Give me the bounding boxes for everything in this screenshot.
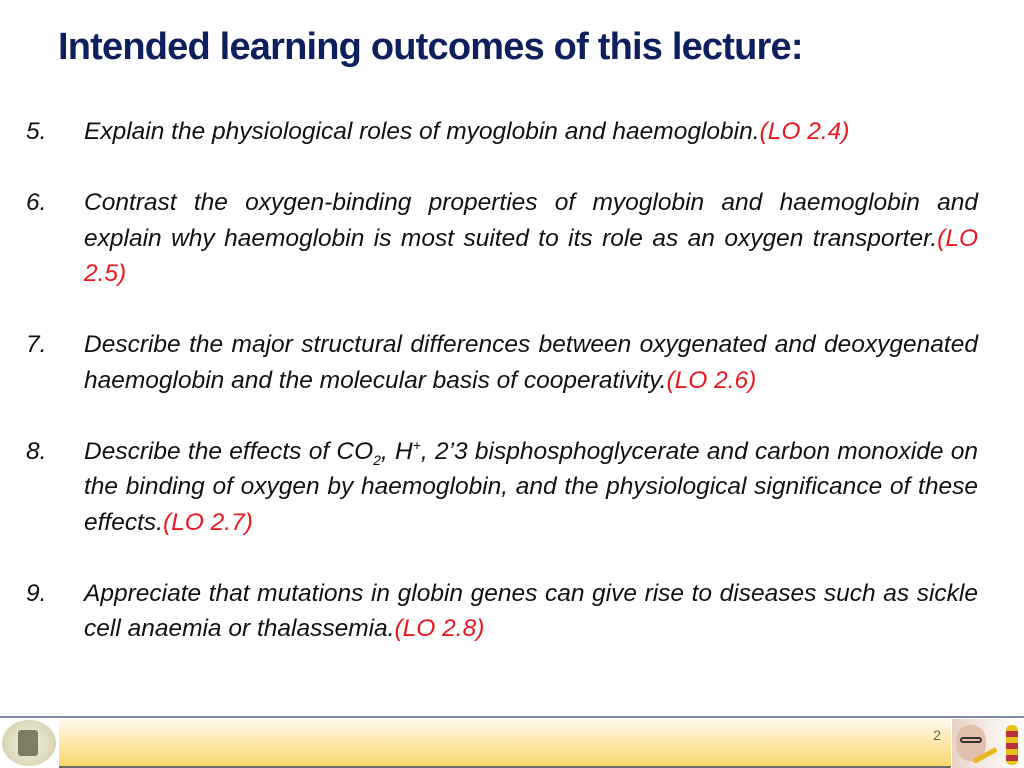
university-seal-icon — [2, 720, 56, 766]
dna-helix-icon — [1006, 725, 1018, 765]
outcome-item-8 — [26, 434, 978, 541]
outcome-number: 5. — [26, 118, 47, 145]
outcome-text-part: , 2’3 bisphosphoglycerate and carbon monoxide on the binding of oxygen by haemoglobin, and the physiological significance of these effects. — [84, 437, 978, 536]
lo-reference: (LO 2.7) — [162, 508, 253, 536]
footer-divider — [0, 716, 1024, 718]
superscript: + — [412, 436, 421, 453]
outcome-item-5 — [26, 114, 978, 150]
slide-title: Intended learning outcomes of this lecture: — [58, 26, 803, 68]
outcome-item-9 — [26, 576, 978, 647]
outcome-number: 7. — [26, 331, 47, 358]
lo-reference: (LO 2.6) — [666, 366, 757, 394]
lo-reference: (LO 2.4) — [759, 118, 850, 145]
learning-outcomes-list — [26, 114, 978, 682]
outcome-text-part: , H — [380, 437, 413, 465]
subscript: 2 — [373, 451, 381, 468]
glasses-icon — [960, 737, 982, 743]
footer-bar — [59, 719, 951, 768]
outcome-text-part: Describe the effects of CO — [84, 437, 374, 465]
slide-footer — [0, 716, 1024, 768]
lo-reference: (LO 2.5) — [84, 224, 978, 287]
outcome-number: 9. — [26, 579, 47, 607]
outcome-number: 6. — [26, 189, 47, 216]
outcome-text: Appreciate that mutations in globin genes can give rise to diseases such as sickle cell anaemia or thalassemia. — [84, 579, 978, 642]
lo-reference: (LO 2.8) — [394, 615, 485, 642]
outcome-item-7 — [26, 327, 978, 398]
seal-emblem — [18, 730, 38, 756]
outcome-text: Contrast the oxygen-binding properties of myoglobin and haemoglobin and explain why haemoglobin is most suited to its role as an oxygen transporter. — [84, 189, 978, 252]
page-number: 2 — [933, 727, 941, 743]
outcome-text: Describe the major structural differences between oxygenated and deoxygenated haemoglobin and the molecular basis of cooperativity. — [84, 331, 978, 394]
outcome-text: Explain the physiological roles of myoglobin and haemoglobin. — [84, 118, 760, 145]
outcome-number: 8. — [26, 437, 47, 465]
outcome-item-6 — [26, 185, 978, 292]
scientist-dna-photo — [952, 719, 1024, 768]
